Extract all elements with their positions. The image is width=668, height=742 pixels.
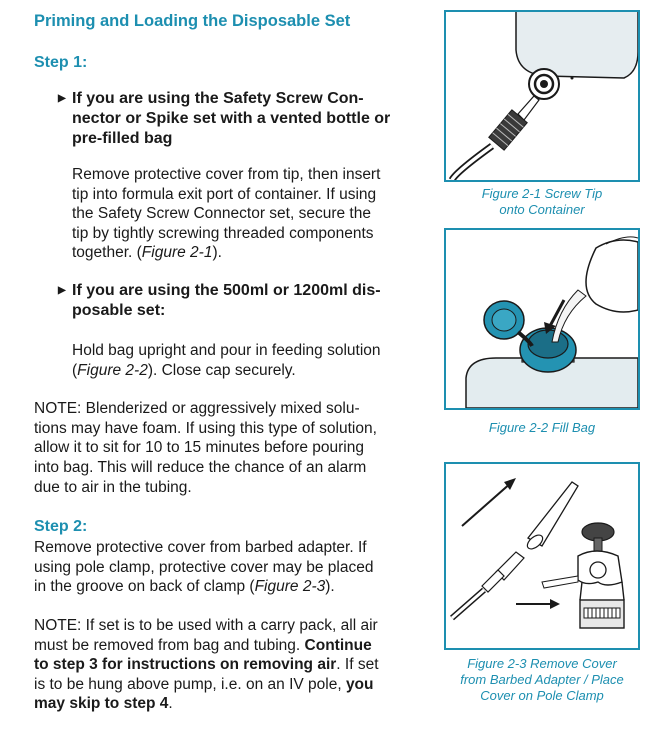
note-line: due to air in the tubing. bbox=[34, 478, 192, 496]
figure-ref: Figure 2-2 bbox=[77, 361, 148, 379]
figure-ref: Figure 2-3 bbox=[254, 578, 326, 596]
remove-cover-illustration bbox=[446, 464, 638, 648]
bullet-triangle-icon: ▶ bbox=[58, 93, 66, 104]
note-line: must be removed from bag and tubing. Continue bbox=[34, 636, 372, 654]
body-line: Remove protective cover from barbed adapter. If bbox=[34, 539, 367, 557]
body-line: the Safety Screw Connector set, secure the bbox=[72, 205, 371, 223]
note-line: is to be hung above pump, i.e. on an IV pole, you bbox=[34, 675, 374, 693]
figure-2-1-screw-tip bbox=[444, 10, 640, 182]
body-line: Remove protective cover from tip, then insert bbox=[72, 166, 381, 183]
body-line: together. (Figure 2-1). bbox=[72, 244, 222, 262]
bullet2-title-line: If you are using the 500ml or 1200ml dis- bbox=[72, 281, 381, 299]
step1-note bbox=[34, 399, 412, 497]
body-line: tip into formula exit port of container. If using bbox=[72, 185, 377, 203]
note-line: into bag. This will reduce the chance of an alarm bbox=[34, 458, 367, 476]
step2-note bbox=[34, 616, 412, 714]
fill-bag-illustration bbox=[446, 230, 638, 408]
step1-bullet2 bbox=[34, 281, 412, 321]
body-line: Hold bag upright and pour in feeding solution bbox=[72, 341, 381, 359]
body-line: in the groove on back of clamp (Figure 2-3). bbox=[34, 578, 335, 596]
bullet-triangle-icon: ▶ bbox=[58, 284, 66, 296]
figure-2-2-fill-bag bbox=[444, 228, 640, 410]
note-line: may skip to step 4. bbox=[34, 695, 173, 713]
body-line: using pole clamp, protective cover may be placed bbox=[34, 558, 374, 576]
instructions-column bbox=[34, 10, 412, 714]
step1-bullet1 bbox=[34, 89, 412, 149]
bullet1-title-line: nector or Spike set with a vented bottle or bbox=[72, 110, 391, 127]
screw-tip-illustration bbox=[446, 12, 638, 180]
body-line: (Figure 2-2). Close cap securely. bbox=[72, 361, 296, 379]
figure-2-2-caption: Figure 2-2 Fill Bag bbox=[488, 420, 596, 435]
step1-bullet2-body bbox=[34, 341, 412, 380]
step2-heading: Step 2: bbox=[34, 518, 88, 536]
figure-2-1-caption: Figure 2-1 Screw Tip onto Container bbox=[481, 186, 603, 217]
page-title: Priming and Loading the Disposable Set bbox=[34, 12, 351, 30]
note-line: tions may have foam. If using this type of solution, bbox=[34, 419, 377, 437]
note-line: NOTE: If set is to be used with a carry pack, all air bbox=[34, 616, 378, 634]
note-line: to step 3 for instructions on removing air. If set bbox=[34, 656, 379, 674]
note-line: NOTE: Blenderized or aggressively mixed solu- bbox=[34, 400, 360, 418]
step2-body bbox=[34, 538, 412, 597]
figure-ref: Figure 2-1 bbox=[141, 244, 213, 262]
bullet1-title-line: pre-filled bag bbox=[72, 130, 173, 147]
bullet1-title-line: If you are using the Safety Screw Con- bbox=[72, 90, 364, 107]
figure-2-3-caption: Figure 2-3 Remove Cover from Barbed Adapter / Place Cover on Pole Clamp bbox=[460, 656, 624, 703]
bullet2-title-line: posable set: bbox=[72, 301, 166, 319]
step1-heading: Step 1: bbox=[34, 54, 88, 71]
body-line: tip by tightly screwing threaded components bbox=[72, 224, 374, 242]
step1-bullet1-body bbox=[34, 165, 412, 263]
figure-2-3-remove-cover bbox=[444, 462, 640, 650]
note-line: allow it to sit for 10 to 15 minutes before pouring bbox=[34, 439, 364, 457]
